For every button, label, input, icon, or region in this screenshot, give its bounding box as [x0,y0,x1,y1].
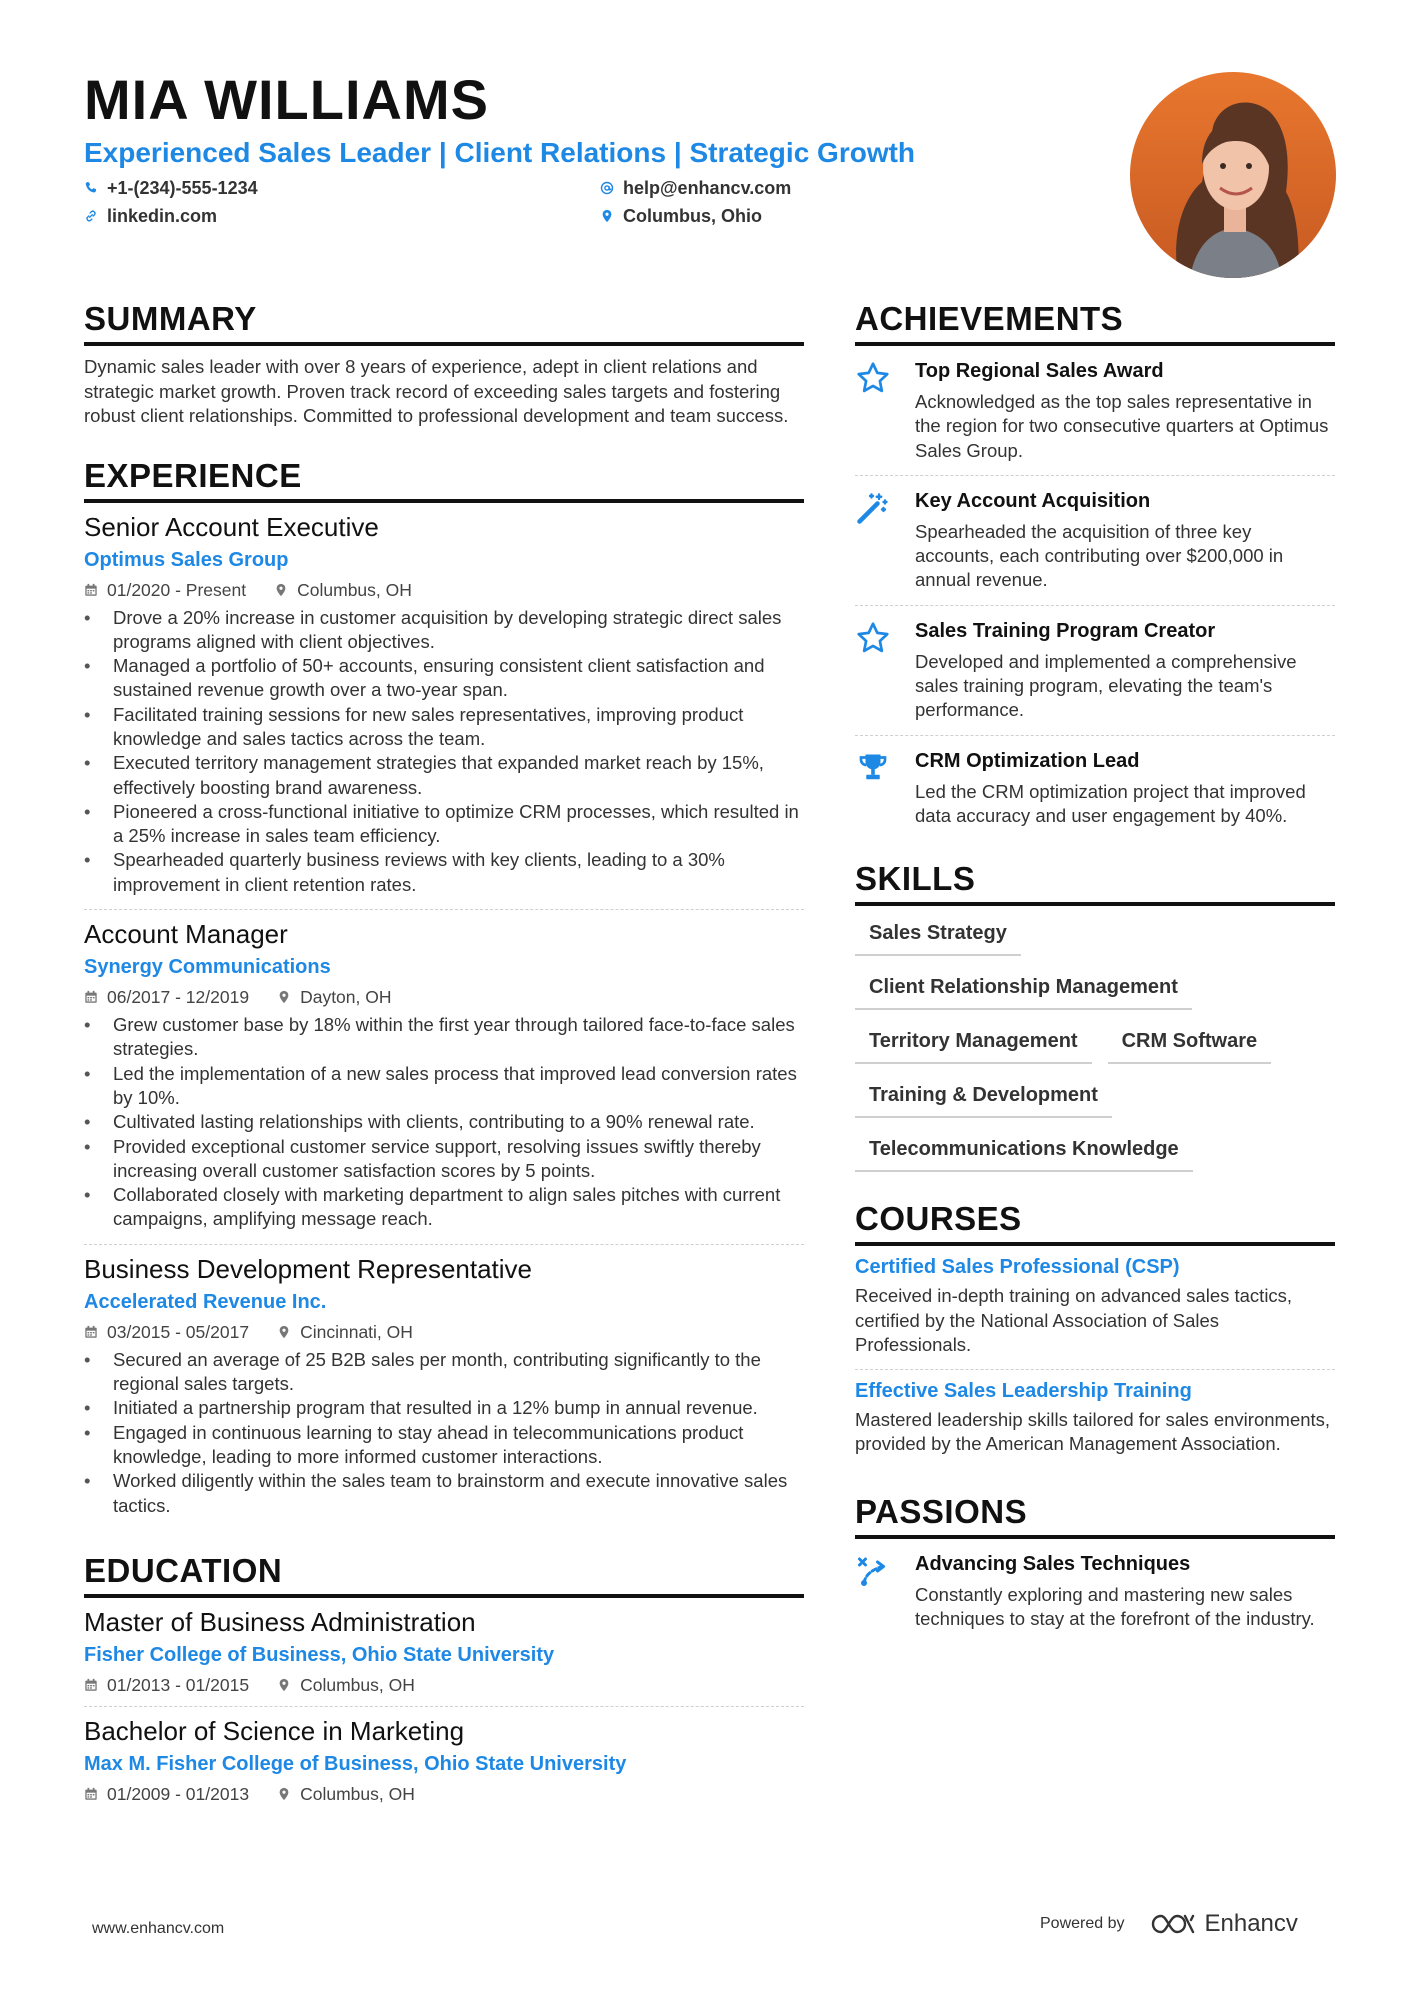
job-meta [84,579,804,601]
course-title: Certified Sales Professional (CSP) [855,1256,1180,1279]
star-icon [855,618,915,723]
achievement-desc: Developed and implemented a comprehensive sales training program, elevating the team's performance. [915,650,1297,721]
skill-tag: Client Relationship Management [855,970,1192,1010]
contact-email[interactable] [600,176,1000,200]
achievement-item [855,606,1335,736]
bullet: • Facilitated training sessions for new sales representatives, improving product knowledge and sales tactics across the team. [84,703,804,752]
education-item [84,1707,804,1815]
resume-header [84,68,1104,228]
course-desc: Received in-depth training on advanced sales tactics, certified by the National Association of Sales Professionals. [855,1285,1293,1355]
calendar-icon [84,1787,98,1801]
bullet: • Collaborated closely with marketing department to align sales pitches with current campaigns, amplifying message reach. [84,1183,804,1232]
education-meta [84,1674,804,1696]
contact-phone[interactable] [84,176,600,200]
achievement-desc: Acknowledged as the top sales representative in the region for two consecutive quarters at Optimus Sales Group. [915,391,1329,461]
experience-title: EXPERIENCE [84,457,804,503]
star-icon [855,358,915,463]
passion-title: Advancing Sales Techniques [915,1552,1191,1575]
achievement-desc: Spearheaded the acquisition of three key accounts, each contributing over $200,000 in annual revenue. [915,520,1284,591]
skill-tag: Training & Development [855,1078,1112,1118]
magic-wand-icon [855,488,915,593]
achievement-desc: Led the CRM optimization project that improved data accuracy and user engagement by 40%. [915,780,1306,826]
education-section [84,1552,804,1815]
job-title: Senior Account Executive [84,511,379,542]
bullet: • Cultivated lasting relationships with clients, contributing to a 90% renewal rate. [84,1110,804,1134]
course-item [855,1370,1335,1469]
candidate-headline: Experienced Sales Leader | Client Relations | Strategic Growth [84,137,916,168]
achievement-item [855,476,1335,606]
education-item [84,1598,804,1707]
footer-branding [1040,1910,1298,1938]
skill-tag: Sales Strategy [855,916,1021,956]
education-title: EDUCATION [84,1552,804,1598]
job-bullets [84,1348,804,1518]
school-name: Fisher College of Business, Ohio State University [84,1643,555,1666]
linkedin-text: linkedin.com [107,206,218,226]
education-location: Columbus, OH [300,1783,415,1804]
education-meta [84,1783,804,1805]
achievement-item [855,346,1335,476]
skill-tag: CRM Software [1108,1024,1272,1064]
contact-location [600,204,1000,228]
skill-tag: Territory Management [855,1024,1092,1064]
achievement-item [855,736,1335,841]
location-pin-icon [277,1678,291,1692]
degree-title: Bachelor of Science in Marketing [84,1715,465,1746]
skills-list [855,916,1335,1172]
bullet: • Provided exceptional customer service support, resolving issues swiftly thereby increasing overall customer satisfaction scores by 5 points. [84,1135,804,1184]
experience-section [84,457,804,1530]
bullet: • Secured an average of 25 B2B sales per month, contributing significantly to the regional sales targets. [84,1348,804,1397]
calendar-icon [84,990,98,1004]
summary-text: Dynamic sales leader with over 8 years of experience, adept in client relations and strategic market growth. Proven track record of exceeding sales targets and fostering robust client relationships. Committed to professional development and team success. [84,356,789,426]
calendar-icon [84,1325,98,1339]
location-pin-icon [600,209,614,223]
job-location: Columbus, OH [297,579,412,600]
brand-name: Enhancv [1204,1910,1298,1937]
bullet: • Pioneered a cross-functional initiative to optimize CRM processes, which resulted in a 25% increase in sales team efficiency. [84,800,804,849]
education-location: Columbus, OH [300,1674,415,1695]
left-column [84,300,804,1843]
right-column [855,300,1335,1671]
job-bullets [84,1013,804,1232]
link-icon [84,209,98,223]
trophy-icon [855,748,915,829]
passion-item [855,1539,1335,1644]
profile-photo [1130,72,1336,278]
degree-title: Master of Business Administration [84,1606,476,1637]
job-bullets [84,606,804,898]
achievement-title: Sales Training Program Creator [915,619,1216,642]
job-meta [84,1321,804,1343]
education-dates: 01/2013 - 01/2015 [107,1674,250,1695]
courses-section [855,1200,1335,1468]
job-meta [84,986,804,1008]
experience-item [84,910,804,1245]
achievements-title: ACHIEVEMENTS [855,300,1335,346]
school-name: Max M. Fisher College of Business, Ohio State University [84,1752,627,1775]
course-item [855,1246,1335,1370]
location-pin-icon [274,583,288,597]
job-company: Accelerated Revenue Inc. [84,1290,327,1313]
bullet: • Engaged in continuous learning to stay ahead in telecommunications product knowledge, leading to more informed customer interactions. [84,1421,804,1470]
bullet: • Initiated a partnership program that resulted in a 12% bump in annual revenue. [84,1396,804,1420]
contact-linkedin[interactable] [84,204,600,228]
powered-by-label: Powered by [1040,1915,1125,1932]
job-dates: 03/2015 - 05/2017 [107,1321,250,1342]
job-dates: 06/2017 - 12/2019 [107,987,250,1008]
calendar-icon [84,1678,98,1692]
experience-item [84,1245,804,1530]
education-dates: 01/2009 - 01/2013 [107,1783,250,1804]
bullet: • Executed territory management strategies that expanded market reach by 15%, effectively boosting brand awareness. [84,751,804,800]
job-title: Account Manager [84,919,288,950]
bullet: • Grew customer base by 18% within the first year through tailored face-to-face sales strategies. [84,1013,804,1062]
passion-desc: Constantly exploring and mastering new sales techniques to stay at the forefront of the industry. [915,1583,1315,1630]
course-desc: Mastered leadership skills tailored for sales environments, provided by the American Management Association. [855,1409,1331,1455]
email-text: help@enhancv.com [623,178,792,198]
achievement-title: Top Regional Sales Award [915,360,1164,382]
location-text: Columbus, Ohio [623,206,762,226]
skill-tag: Telecommunications Knowledge [855,1132,1193,1172]
summary-section [84,300,804,429]
footer-website[interactable]: www.enhancv.com [92,1920,225,1937]
phone-icon [84,181,98,195]
bullet: • Drove a 20% increase in customer acquisition by developing strategic direct sales programs aligned with client objectives. [84,606,804,655]
location-pin-icon [277,1325,291,1339]
passions-title: PASSIONS [855,1493,1335,1539]
course-title: Effective Sales Leadership Training [855,1380,1192,1403]
location-pin-icon [277,1787,291,1801]
calendar-icon [84,583,98,597]
courses-title: COURSES [855,1200,1335,1246]
achievement-title: Key Account Acquisition [915,489,1151,512]
skills-title: SKILLS [855,860,1335,906]
bullet: • Worked diligently within the sales team to brainstorm and execute innovative sales tactics. [84,1469,804,1518]
achievements-section [855,300,1335,840]
phone-text: +1-(234)-555-1234 [107,178,258,198]
job-location: Cincinnati, OH [300,1321,413,1342]
job-dates: 01/2020 - Present [107,579,247,600]
location-pin-icon [277,990,291,1004]
enhancv-logo-icon [1149,1911,1197,1937]
achievement-title: CRM Optimization Lead [915,749,1140,772]
brand-logo[interactable] [1149,1910,1298,1938]
skills-section [855,860,1335,1172]
strategy-icon [855,1551,915,1632]
experience-item [84,503,804,911]
bullet: • Spearheaded quarterly business reviews with key clients, leading to a 30% improvement in client retention rates. [84,848,804,897]
job-company: Optimus Sales Group [84,548,289,571]
summary-title: SUMMARY [84,300,804,346]
bullet: • Managed a portfolio of 50+ accounts, ensuring consistent client satisfaction and sustained revenue growth over a two-year span. [84,654,804,703]
job-company: Synergy Communications [84,956,331,979]
candidate-name: MIA WILLIAMS [84,68,489,131]
passions-section [855,1493,1335,1644]
at-sign-icon [600,181,614,195]
bullet: • Led the implementation of a new sales process that improved lead conversion rates by 10%. [84,1062,804,1111]
job-location: Dayton, OH [300,987,392,1008]
job-title: Business Development Representative [84,1253,533,1284]
contact-list [84,176,1104,228]
